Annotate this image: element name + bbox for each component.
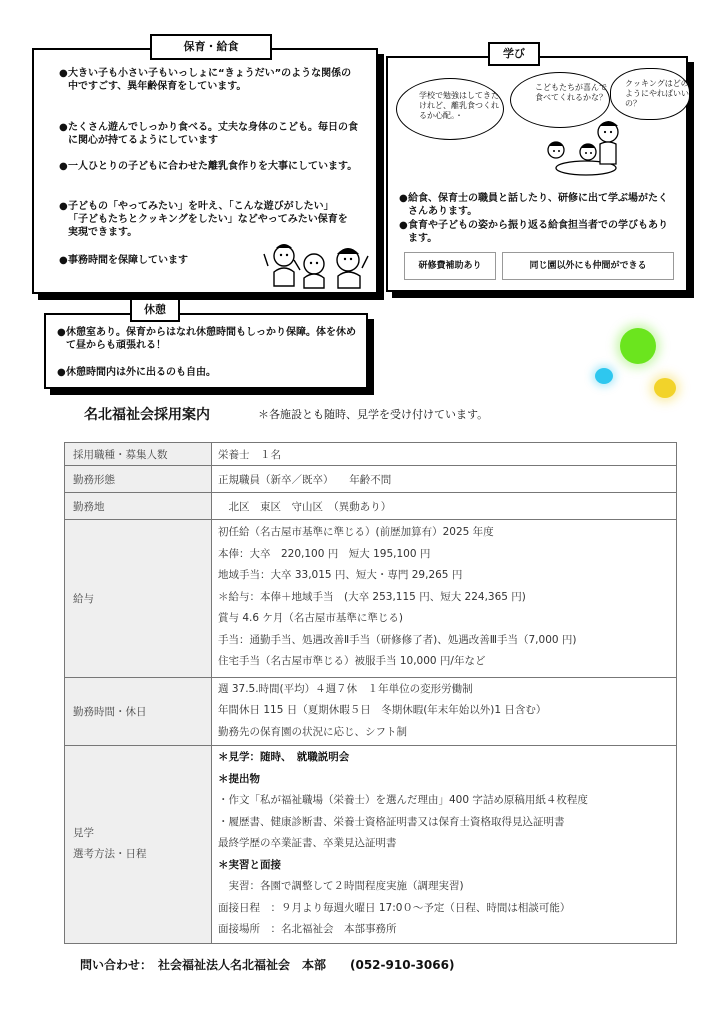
- row-label: 給与: [65, 520, 212, 678]
- row-label: 勤務時間・休日: [65, 677, 212, 746]
- decorative-green-circle: [620, 328, 656, 364]
- table-row: [65, 520, 677, 678]
- selection-line: 最終学歴の卒業証書、卒業見込証明書: [218, 837, 397, 849]
- hoiku-title: 保育・給食: [150, 34, 272, 60]
- table-row: [65, 466, 677, 493]
- hoiku-item-5: ● 事務時間を保障しています: [59, 255, 188, 266]
- selection-line: ＊提出物: [218, 772, 260, 785]
- table-row: [65, 677, 677, 746]
- recruit-table: [64, 442, 677, 944]
- row-value: [212, 746, 677, 944]
- hours-line: 週 37.5.時間(平均）４週７休 １年単位の変形労働制: [218, 682, 473, 695]
- row-value: [212, 677, 677, 746]
- thought-bubble-3: クッキングはどのようにやればいいの？: [610, 68, 690, 120]
- row-value: 栄養士 １名: [212, 443, 677, 466]
- selection-line: ・作文「私が福祉職場（栄養士）を選んだ理由」400 字詰め原稿用紙４枚程度: [218, 794, 588, 806]
- decorative-blue-circle: [595, 368, 613, 384]
- hoiku-item-1: ● 大きい子も小さい子もいっしょに“きょうだい”のような関係の中ですごす、異年齢保育をしています。: [59, 68, 352, 92]
- salary-line: 賞与 4.6 ケ月（名古屋市基準に準じる): [218, 612, 403, 624]
- kyukei-item-1: ● 休憩室あり。保育からはなれ休憩時間もしっかり保障。体を休めて昼からも頑張れる！: [57, 327, 356, 351]
- row-label: [65, 746, 212, 944]
- hours-line: 勤務先の保育園の状況に応じ、シフト制: [218, 725, 407, 738]
- tag-peers-other-centers: 同じ園以外にも仲間ができる: [502, 252, 674, 280]
- row-label: 勤務形態: [65, 466, 212, 493]
- hours-line: 年間休日 115 日（夏期休暇５日 冬期休暇(年末年始以外)1 日含む）: [218, 704, 547, 716]
- hoiku-item-4: ● 子どもの「やってみたい」を叶え、「こんな遊びがしたい」「子どもたちとクッキングをしたい」などやってみたい保育を実現できます。: [59, 201, 348, 238]
- table-row: [65, 443, 677, 466]
- row-label: 勤務地: [65, 493, 212, 520]
- selection-line: 面接場所 ：名北福祉会 本部事務所: [218, 923, 397, 935]
- row-label-line: 選考方法・日程: [73, 848, 147, 861]
- cooking-children-illustration: [540, 118, 630, 180]
- selection-line: 実習：各園で調整して２時間程度実施（調理実習): [218, 880, 464, 892]
- row-value: 正規職員（新卒／既卒） 年齢不問: [212, 466, 677, 493]
- decorative-yellow-circle: [654, 378, 676, 398]
- manabi-title: 学び: [488, 42, 540, 66]
- manabi-item-1: ● 給食、保育士の職員と話したり、研修に出て学ぶ場がたくさんあります。: [399, 193, 668, 217]
- salary-line: 初任給（名古屋市基準に準じる）(前歴加算有）2025 年度: [218, 526, 494, 538]
- row-label: 採用職種・募集人数: [65, 443, 212, 466]
- hoiku-item-2: ● たくさん遊んでしっかり食べる。丈夫な身体のこども。毎日の食に関心が持てるようにしています: [59, 122, 358, 146]
- salary-line: 本俸：大卒 220,100 円 短大 195,100 円: [218, 547, 431, 560]
- row-label-line: 見学: [73, 827, 94, 840]
- hoiku-item-3: ● 一人ひとりの子どもに合わせた離乳食作りを大事にしています。: [59, 161, 358, 172]
- contact-line: 問い合わせ： 社会福祉法人名北福祉会 本部 (052-910-3066): [80, 958, 455, 972]
- recruit-heading: 名北福祉会採用案内: [84, 407, 210, 423]
- salary-line: 手当：通勤手当、処遇改善Ⅱ手当（研修修了者)、処遇改善Ⅲ手当（7,000 円): [218, 633, 577, 646]
- recruit-note: ＊各施設とも随時、見学を受け付けています。: [258, 408, 489, 421]
- selection-line: ・履歴書、健康診断書、栄養士資格証明書又は保育士資格取得見込証明書: [218, 815, 565, 828]
- row-value: [212, 520, 677, 678]
- selection-line: ＊実習と面接: [218, 858, 281, 871]
- salary-line: 地域手当：大卒 33,015 円、短大・専門 29,265 円: [218, 569, 463, 581]
- row-value: 北区 東区 守山区 （異動あり）: [212, 493, 677, 520]
- kyukei-item-2: ● 休憩時間内は外に出るのも自由。: [57, 367, 216, 378]
- manabi-item-2: ● 食育や子どもの姿から振り返る給食担当者での学びもあります。: [399, 220, 668, 244]
- selection-line: 面接日程 ：９月より毎週火曜日 17:0０～予定（日程、時間は相談可能）: [218, 901, 571, 914]
- children-illustration: [262, 238, 372, 290]
- salary-line: 住宅手当（名古屋市準じる）被服手当 10,000 円/年など: [218, 655, 486, 667]
- tag-training-subsidy: 研修費補助あり: [404, 252, 496, 280]
- salary-line: ＊給与：本俸＋地域手当 (大卒 253,115 円、短大 224,365 円): [218, 590, 526, 603]
- kyukei-title: 休憩: [130, 298, 180, 322]
- thought-bubble-2: こどもたちが喜んで食べてくれるかな？: [510, 72, 610, 128]
- table-row: [65, 493, 677, 520]
- selection-line: ＊見学：随時、 就職説明会: [218, 751, 350, 763]
- thought-bubble-1: 学校で勉強はしてきたけれど、離乳食つくれるか心配。・: [396, 78, 504, 140]
- table-row: [65, 746, 677, 944]
